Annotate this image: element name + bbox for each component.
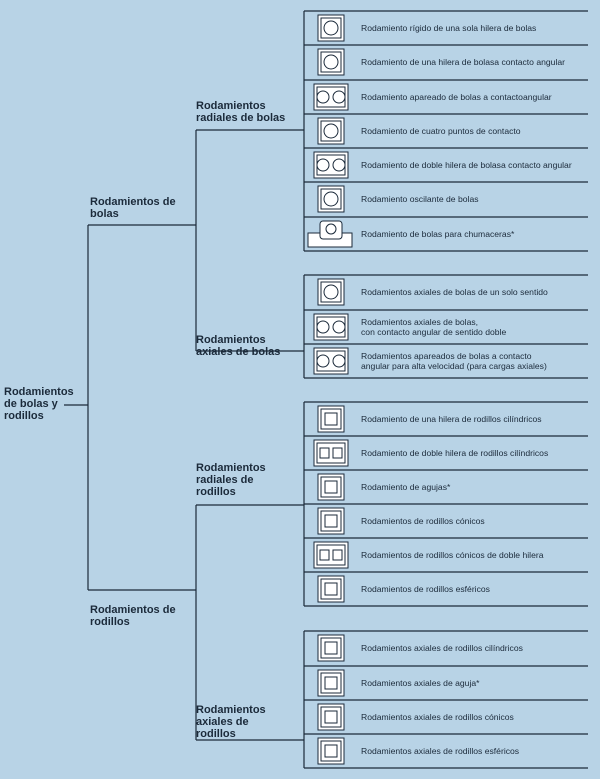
bearing-icon: [318, 49, 344, 75]
bearing-icon: [318, 576, 344, 602]
ball-shape: [333, 321, 345, 333]
ball-shape: [324, 21, 338, 35]
ball-shape: [333, 91, 345, 103]
ball-shape: [324, 124, 338, 138]
ball-shape: [326, 224, 336, 234]
bearing-item-label: Rodamiento de una hilera de rodillos cilíndricos: [361, 414, 542, 424]
ball-shape: [324, 192, 338, 206]
bearing-item-label: Rodamientos de rodillos esféricos: [361, 584, 490, 594]
roller-shape: [325, 642, 337, 654]
bearing-item-label: Rodamientos axiales de rodillos cilíndricos: [361, 643, 523, 653]
roller-shape: [320, 448, 329, 458]
roller-shape: [325, 677, 337, 689]
bearing-icon: [318, 406, 344, 432]
bearing-icon: [314, 152, 348, 178]
bearing-item-label: Rodamiento de doble hilera de bolasa contacto angular: [361, 160, 572, 170]
ball-shape: [317, 159, 329, 171]
ball-shape: [324, 285, 338, 299]
roller-shape: [320, 550, 329, 560]
bearing-icon: [318, 738, 344, 764]
bearing-icon: [318, 279, 344, 305]
bearing-item-label: Rodamientos axiales de bolas de un solo sentido: [361, 287, 548, 297]
bearing-item-label: Rodamiento de bolas para chumaceras*: [361, 229, 515, 239]
bearing-item-label: Rodamiento apareado de bolas a contactoangular: [361, 92, 552, 102]
bearing-item-label: Rodamientos de rodillos cónicos: [361, 516, 485, 526]
bearing-icon: [314, 542, 348, 568]
bearing-icon: [308, 221, 352, 247]
roller-shape: [325, 515, 337, 527]
bearing-icon: [318, 635, 344, 661]
bearing-item-label: Rodamiento de doble hilera de rodillos cilíndricos: [361, 448, 549, 458]
bearing-item-label: Rodamientos axiales de rodillos cónicos: [361, 712, 514, 722]
bearing-icon: [314, 440, 348, 466]
roller-shape: [325, 583, 337, 595]
bearing-item-label: Rodamientos axiales de bolas, con contacto angular de sentido doble: [361, 317, 507, 337]
ball-shape: [333, 355, 345, 367]
roller-shape: [325, 745, 337, 757]
roller-shape: [325, 481, 337, 493]
group-label-radiales-bolas: Rodamientos radiales de bolas: [196, 100, 286, 124]
ball-shape: [317, 91, 329, 103]
bearing-item-label: Rodamiento de cuatro puntos de contacto: [361, 126, 521, 136]
bearing-item-label: Rodamientos de rodillos cónicos de doble hilera: [361, 550, 544, 560]
bearing-icon: [318, 118, 344, 144]
bearing-icon: [318, 704, 344, 730]
bearing-icon: [318, 670, 344, 696]
category-label-bolas: Rodamientos de bolas: [90, 196, 176, 220]
roller-shape: [333, 550, 342, 560]
roller-shape: [333, 448, 342, 458]
group-label-axiales-bolas: Rodamientos axiales de bolas: [196, 334, 281, 358]
ball-shape: [333, 159, 345, 171]
bearing-item-label: Rodamiento de una hilera de bolasa contacto angular: [361, 57, 566, 67]
root-label: Rodamientos de bolas y rodillos: [4, 386, 74, 422]
bearing-icon: [314, 348, 348, 374]
ball-shape: [317, 321, 329, 333]
bearing-icon: [318, 474, 344, 500]
bearing-icon: [318, 508, 344, 534]
bearing-icon: [318, 15, 344, 41]
bearing-icon: [314, 84, 348, 110]
bearing-icons: [308, 15, 352, 764]
ball-shape: [317, 355, 329, 367]
bearing-item-label: Rodamiento de agujas*: [361, 482, 451, 492]
category-label-rodillos: Rodamientos de rodillos: [90, 604, 176, 628]
bearing-item-label: Rodamiento rígido de una sola hilera de bolas: [361, 23, 537, 33]
bearing-item-label: Rodamiento oscilante de bolas: [361, 194, 479, 204]
group-label-axiales-rodillos: Rodamientos axiales de rodillos: [196, 704, 266, 740]
ball-shape: [324, 55, 338, 69]
roller-shape: [325, 413, 337, 425]
group-label-radiales-rodillos: Rodamientos radiales de rodillos: [196, 462, 266, 498]
roller-shape: [325, 711, 337, 723]
bearing-item-label: Rodamientos axiales de aguja*: [361, 678, 480, 688]
bearing-item-label: Rodamientos axiales de rodillos esféricos: [361, 746, 520, 756]
bearing-icon: [318, 186, 344, 212]
bearing-icon: [314, 314, 348, 340]
bearing-item-label: Rodamientos apareados de bolas a contacto angular para alta velocidad (para cargas axiales): [361, 351, 547, 371]
